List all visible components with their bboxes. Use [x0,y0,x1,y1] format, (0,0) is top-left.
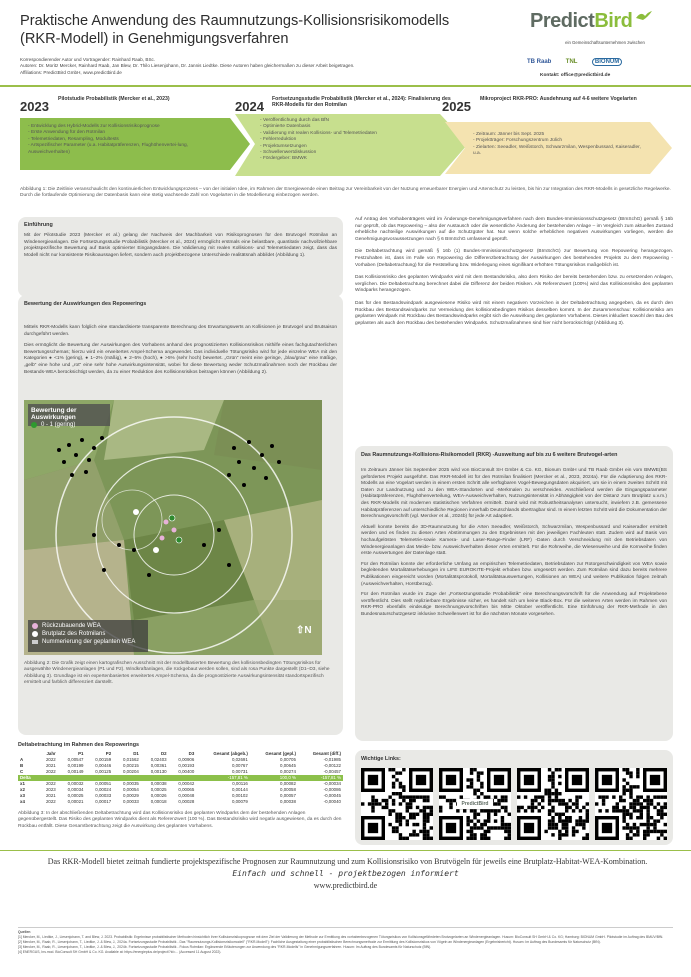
table-cell: 0,00032 [67,781,84,786]
timeline-item: - Entwicklung des Hybrid-Modells zur Kollisionsrisikoprognose [28,124,160,129]
repowering-text [355,217,673,327]
partner-logo: TNL [565,59,578,65]
footer-statement: Das RKR-Modell bietet zeitnah fundierte projektspezifische Prognosen zur Raumnutzung und zum Kollisionsrisiko von Brutvögeln für jeweils eine Brutplatz-Habitat-WEA-Kombination. [47,857,648,866]
poster-title: Praktische Anwendung des Raumnutzungs-Kollisionsrisikomodells (RKR-Modell) in Genehmigungsverfahren [20,13,450,47]
map-title: Bewertung der Auswirkungen [31,407,77,421]
timeline-list [20,118,230,162]
table-cell: 0,00193 [178,763,195,768]
timeline-item: - Projektumsetzungen [260,143,307,149]
partner-logos [527,50,667,68]
table-cell: 0,00204 [123,769,139,774]
timeline-item: - Fördergeber: BMWK [260,156,307,162]
table-cell: 0,00731 [231,769,248,774]
table-cell: 0,00215 [123,763,139,768]
timeline-list [465,126,655,164]
timeline-item: - Schwellenwertdiskussion [260,150,317,156]
legend-item: Rückzubauende WEA [32,622,144,630]
table-cell: 2023 [45,787,56,792]
timeline-item: - Zeitraum: Jänner bis Sept. 2025 [473,132,545,137]
table-cell: 0,00149 [67,769,84,774]
predictbird-logo: PredictBird [530,10,660,40]
table-cell: -0,00040 [323,799,341,804]
table-cell: B [20,763,24,768]
table-cell: 0,00906 [178,757,195,762]
rkr-paragraph: Für den Rotmilan konnte der erforderliche Umfang an empirischen Telemetriedaten, Betriebsdaten zur Rotorgeschwindigkeit von WEA sowie begleitenden Mortalitätserhebungen im LIFE EUROKITE-Projekt erhoben bzw. umgesetzt werden. Zum Rotmilan sind dazu bereits mehrere Publikationen eingereicht worden (Mortalitätsprotokoll, Mortalitätsauswertungen, Kollisionen an WEA) und weitere Publikation folgen zeitnah (Ausweichverhalten, Horstbezug). [361,561,667,587]
footer-url[interactable]: www.predictbird.de [313,881,378,890]
table-cell: 0,02691 [231,757,248,762]
reference-item: [1] Mercker, M., Liedtke, J., Liesenjohann, T. and Blew, J. 2023. Probabilistik: Ergebnisse probabilistischer Methoden hinsichtlich ihrer Kollisionsrisikoprognose mit dem Ziel der Validierung der Methode zur Ermittlung des vorhabenbezogenen Tötungsrisikos von Kollisionsgefährdeten Brutvogelarten an Windenergieanlagen. Husum: BioConsult SH GmbH & Co. KG; Hamburg: BIONUM GmbH. Pilotstudie im Auftrag des BMUV/BfN. [18,935,664,939]
table-cell: 0,00033 [95,793,112,798]
contact-line: Kontakt: office@predictbird.de [540,73,611,78]
timeline-year: 2023 [20,99,49,114]
table-cell: x2 [20,787,25,792]
table-cell: 0,00400 [178,769,195,774]
table-cell: 0,00025 [150,787,167,792]
table-cell: 100,0 % [250,775,298,781]
table-cell: 0,00116 [232,781,248,786]
table-cell: 0,00018 [150,799,167,804]
partner-logo: BIONUM [592,58,622,66]
reference-item: [3] Mercker, M., Raab, R., Liesenjohann, T., Liedtke, J. & Blew, J., 2024b. Fortsetzungsstudie Probabilistik - Fokus Rotmilan: Ergänzende Erläuterungen zur Anwendung des "RKR-Modells" in Genehmigungsverfahren. Husum: Im Auftrag des Bundesamts für Naturschutz (BfN). [18,945,432,949]
timeline-year: 2025 [442,99,471,114]
qr-codes [361,768,667,840]
assessment-map [24,400,322,655]
bird-icon [635,10,653,22]
timeline-list [252,112,442,169]
pink-dot-icon [32,623,38,629]
bewertung-panel [18,295,343,735]
table-cell: 0,00042 [178,781,195,786]
table-cell: 0,00033 [123,799,139,804]
white-dot-icon [32,631,38,637]
table-cell: 0,00029 [123,793,139,798]
timeline-heading: Fortsetzungsstudie Probabilistik (Mercker et al., 2024): Finalisierung des RKR-Modells für den Rotmilan [272,96,451,109]
map-background [24,400,322,655]
timeline-year: 2024 [235,99,264,114]
table-cell: 0,00051 [95,781,112,786]
table-cell: 0,00082 [280,781,296,786]
table-header-row: Jahr P1 P2 D1 D2 D3 Gesamt (abgeb.) Gesamt (gepl.) Gesamt (diff.) [46,751,341,756]
qr-code[interactable] [361,768,433,840]
qr-code[interactable] [517,768,589,840]
footer-rule [0,850,691,851]
figure-1-caption: Abbildung 1: Die Zeitlinie veranschaulicht den kontinuierlichen Entwicklungsprozess – von der initialen Idee, im Rahmen der Energiewende einen Beitrag zur Vereinbarkeit von der Nutzung erneuerbarer Energien und Artenschutz zu leisten, bis hin zur Integration des RKR-Modells in gesetzliche Regelwerke. Durch die fortlaufende Optimierung der Datenbasis kann eine stetig wachsende Zahl von Vogelarten in die Modellierung einbezogen werden. [20,187,671,199]
bewertung-heading: Bewertung der Auswirkungen des Repowerings [24,301,147,307]
header-divider [0,85,691,87]
rkr-paragraph: Aktuell konnte bereits die 3D-Raumnutzung für die Arten Seeadler, Weißstorch, Schwarzmilan, Wespenbussard und Kaiseradler ermittelt werden und es finden zu diesen Arten Abstimmungen zu den Ergebnissen mit den jeweiligen Fachleuten statt. Zudem wird auf Basis von hochaufgelösten Telemetrie-sowie Kamera- und Laser-Range-Finder (LRF) -Daten durch Verschneidung mit den Betriebsdaten von Windenergieanlagen das Meide- bzw. Ausweichverhalten dieser Arten ermittelt. Für die Rohrweihe, die Wiesenweihe und die Kornweihe finden erste Auswertungen der Datenlage statt. [361,524,667,557]
table-cell: C [20,769,24,774]
partner-logo: TB Raab [527,59,552,65]
intro-text: Mit der Pilotstudie 2023 (Mercker et al.) gelang der Nachweis der Machbarkeit von Risikoprognosen für den Brutvogel Rotmilan an Windenergieanlagen. Die Fortsetzungsstudie Probabilistik (Mercker et al., 2024) ermöglicht erstmals eine belastbare, quantitativ nachvollziehbare projektspezifische Bewertung auf Basis optimierter Eingangsdaten. Die Validierung mit realen Kollisions- und Telemetriedaten zeigt, dass das Modell nicht nur konsistente Risikoaussagen liefert, sondern auch projektbezogene Unterschiede realitätsnah abbildet (Abbildung 1). [24,233,337,258]
timeline-item: - Veröffentlichung durch das BfN [260,118,329,123]
reference-item: [2] Mercker, M., Raab, R., Liesenjohann, T., Liedtke, J. & Blew, J., 2024a. Fortsetzungsstudie Probabilistik - Das "Raumnutzungs-Kollisionsrisikomodell" ("RKR-Modell"): Fachliche Ausgestaltung einer probabilistischen Berechnungsmethode zur Ermittlung des Kollisionsrisikos von Vögeln an Windenergieanlagen (Ergebnisbericht). Husum: Im Auftrag des Bundesamts für Naturschutz (BfN). [18,940,601,944]
table-cell: 0,00767 [231,763,248,768]
footer-slogan: Einfach und schnell - projektbezogen informiert [232,869,459,878]
rkr-paragraph: Im Zeitraum Jänner bis September 2025 wird von BioConsult SH GmbH & Co. KG, Bionum GmbH und TB Raab GmbH ein vom BMWE(BS gefördertes Projekt ausgeführt. Das RKR-Modell ist für den Rotmilan finalisiert (Mercker et al., 2023, 2024a). Für die Adaptierung des RKR-Modells an eine Vogelart werden in einem ersten Schritt alle verfügbaren Vogel-Bewegungsdaten akquiriert, um sie in einem zweiten Schritt mit Daten zur Landnutzung und zu den WEA-Standorten und -Merkmalen zu verschneiden. Anschließend werden die Eingangsparameter (Habitatpräferenzen, Flughöhenverteilung, WEA-Ausweichverhalten, Nutzungsintensität in Abhängigkeit von der Distanz zum Brutplatz u.v.m.) des RKR-Modells mit modernen statistischen Verfahren ermittelt. Damit wird mit Robustheitsanalysen untersucht, inwiefern z.B. gemessene Habitatpräferenzen auf unterschiedliche Regionen innerhalb Deutschlands übertragbar sind. In einem letzten Schritt wird die Dokumentation der Berechnungsvorschrift (vgl. Mercker et al., 2024b) für jede Art adaptiert. [361,468,667,520]
table-cell: 2021 [45,763,56,768]
timeline-heading: Pilotstudie Probabilistik (Mercker et al., 2023) [58,96,170,102]
links-heading: Wichtige Links: [361,756,401,762]
right-paragraph: Das für den Bestandswindpark ausgewiesene Risiko wird mit einem negativen Vorzeichen in der Deltabetrachtung angegeben, da es durch den Rückbau des Bestandswindparks zur Vermeidung des kollisionsbedingten Risikos desselben kommt. In der Zusammenschau: Kollisionsrisiko am geplanten Windpark mit Rückbau des Bestandswindparks ergibt sich die Auswirkung des geplanten Vorhabens. Dieses inkludiert sowohl den Bau des geplanten als auch den Rückbau des bestehenden Windparks. Schutzmaßnahmen sind hier nicht berücksichtigt (Abbildung 3). [355,300,673,326]
table-cell: 0,00274 [280,769,296,774]
table-cell: -0,00457 [323,769,341,774]
timeline-item: - Telemetriedaten, Resampling, Modultests [28,136,119,142]
table-cell: -0,00045 [323,793,341,798]
references [18,927,673,955]
north-arrow-icon: ⇧N [296,625,312,636]
table-cell: -0,00122 [323,763,341,768]
table-cell: 0,00130 [150,769,167,774]
table-cell: A [20,757,24,762]
timeline-item: - Projektträger: Forschungszentrum Jülich [473,138,563,144]
table-cell: 0,00159 [95,757,112,762]
timeline-heading: Mikroproject RKR-PRO: Ausdehnung auf 4-6 weitere Vogelarten [480,96,637,102]
table-cell: -0,00086 [323,787,341,792]
table-cell: x1 [20,781,25,786]
author-line: Autoren: Dr. Moritz Mercker, Rainhard Raab, Jan Blew, Dr. Thilo Liesenjohann, Dr. Jannis Liedtke. Diese Autoren haben gleichermaßen zu dieser Arbeit beigetragen. [20,63,355,69]
table-cell: 2022 [45,769,56,774]
table-cell: -157,81 % [196,775,250,781]
map-legend-bottom [28,620,148,652]
table-cell: 2022 [45,799,56,804]
authors-block [20,57,460,76]
rkr-paragraph: Für den Rotmilan wurde im Zuge der „Fortsetzungsstudie Probabilistik" eine Berechnungsvorschrift für die Anwendung auf Projektebene veröffentlicht. Dies stellt replizierbare Ergebnisse sicher, es handelt sich um keine Black-Box. Für die weiteren Arten werden im Rahmen von RKR-PRO ebenfalls eindeutige Berechnungsvorschriften bis Mitte Oktober veröffentlicht. Eine Einführung der RKR-Methode in den Bundesnaturschutzgesetz inklusive Schwellenwert ist für die nächsten Monate vorgesehen. [361,592,667,617]
figure-2-caption: Abbildung 2: Die Grafik zeigt einen kartografischen Ausschnitt mit der modellbasierten Bewertung des kollisionsbedingten Tötungsrisikos für ausgewählte Windenergieanlagen (P1 und P2). Windkraftanlagen, die rückgebaut werden sollen, sind als rosa Punkte dargestellt (D1–D3, siehe Abbildung 3). Grundlage ist ein expertenbasiertes erweitertes Ampel-Schema, da die prognostizierte Auswirkungsintensität standortspezifisch ermittelt und farblich differenziert darstellt. [24,661,330,686]
table-cell: 0,00024 [95,787,112,792]
table-cell: 2022 [45,757,56,762]
table-cell: 0,00446 [95,763,112,768]
delta-section [18,742,343,830]
table-cell: 0,00038 [280,799,296,804]
timeline-item: - Validierung mit realen Kollisions- und Telemetriedaten [260,130,377,136]
table-cell: 0,00028 [178,799,195,804]
map-legend-top [28,404,110,426]
timeline-item: - Zielarten: Seeadler, Weißstorch, Schwarzmilan, Wespenbussard, Kaiseradler, u.a. [473,144,641,157]
timeline-item: - Artspezifischer Parameter (u.a. Habitatpräferenzen, Flughöhenvertei-lung, Ausweichverhalten) [28,143,188,155]
table-cell: 0,00034 [67,787,84,792]
table-cell: 0,00021 [67,799,84,804]
legend-item: Brutplatz des Rotmilans [32,630,144,638]
reference-item: [4] ENERGUS, Ins.mod. BioConsult SH GmbH & Co. KG. Available at: https://energieplus.de/project/?id=... (Accessed 11 August 2022). [18,950,222,954]
table-cell: 0,00026 [150,793,167,798]
right-paragraph: Die Deltabetrachtung wird gemäß § 16b (1) Bundes-Immissionsschutzgesetz (BImSchG) zur Bewertung von Repowering herangezogen. Festzuhalten ist, dass im Falle von Repowering die Differenzbetrachtung der Auswirkungen des bestehenden Projekts zu dem Repowering - Vorhaben (Deltabetrachtung) für die Feststellung bzw. Widerlegung eines signifikant erhöhten Tötungsrisikos maßgeblich ist. [355,249,673,268]
table-cell: x4 [20,799,25,804]
table-cell: 0,00144 [231,787,248,792]
table-cell: 0,00025 [67,793,84,798]
figure-3-caption: Abbildung 3: In der abschließenden Deltabetrachtung wird das Kollisionsrisiko des geplanten Windparks dem der bestehenden Anlagen gegenübergestellt. Das Risiko des geplanten Windparks dient als Referenzwert (100 %). Das Bestandsrisiko wird negativ ausgewiesen, da es durch den Rückbau entfällt. Diese Gesamtbetrachtung zeigt die Auswirkung des geplanten Vorhabens. [18,811,342,829]
author-line: Affiliations: PredictBird GmbH, www.predictbird.de [20,69,122,75]
qr-code[interactable] [595,768,667,840]
table-cell: 0,00058 [280,787,296,792]
table-cell: 0,00705 [280,757,296,762]
logo-subtitle: ein Gemeinschaftsunternehmen zwischen [565,40,645,45]
right-paragraph: Auf Antrag des Vorhabenträgers wird im Änderungs-Genehmigungsverfahren nach dem Bundes-Immissionsschutzgesetz (BImSchG) gemäß § 16b nur geprüft, ob das Repowering – also der Austausch oder die wesentliche Änderung der bestehenden Anlage – im Vergleich zum aktuellen Zustand erhebliche nachteilige Auswirkungen auf die Schutzgüter hat. Nur wenn solche erheblichen negativen Auswirkungen vorliegen, werden die Genehmigungsvoraussetzungen nach § 6 BImSchG umfassend geprüft. [355,217,673,242]
table-cell: 0,00057 [280,793,296,798]
links-panel [355,750,673,845]
bewertung-text-1: Mittels RKR-Modells kann folglich eine standardisierte transparente Berechnung des Erwartungswerts an Kollisionen je Brutvogel und Brutsaison durchgeführt werden. [24,325,337,337]
table-cell: 0,00102 [231,793,248,798]
qr-center-logo: PredictBird [457,799,493,809]
intro-heading: Einführung [24,222,53,228]
rkr-extension-panel [355,446,673,741]
right-paragraph: Das Kollisionsrisiko des geplanten Windparks wird mit dem Bestandsrisiko, also dem Risiko der bereits bestehenden bzw. zu ersetzenden Anlagen, verglichen. Die Deltabetrachtung berechnet dabei die Differenz der beiden Risiken. Als Referenzwert (100%) wird das Kollisionsrisiko des geplanten Windparks herangezogen. [355,275,673,294]
table-cell: 2021 [45,793,56,798]
table-cell: 0,00125 [95,769,112,774]
table-cell: 0,00361 [150,763,167,768]
rkr-extension-heading: Das Raumnutzungs-Kollisions-Risikomodell (RKR) -Ausweitung auf bis zu 6 weitere Brutvogel-arten [361,452,618,458]
timeline-item: - Optimierte Datenbasis [260,124,311,130]
table-cell: 0,00038 [150,781,167,786]
table-cell: -0,00034 [323,781,341,786]
table-cell: 0,00017 [95,799,112,804]
table-cell: 0,02403 [150,757,167,762]
intro-panel [18,217,343,297]
green-dot-icon [31,422,37,428]
table-cell: 0,00035 [123,781,139,786]
legend-low: 0 - 1 (gering) [31,421,107,429]
references-heading: Quellen [18,930,31,934]
bewertung-text-2: Dies ermöglicht die Bewertung der Auswirkungen des Vorhabens anhand des prognostizierten Kollisionsrisikos mithilfe eines fachgutachterlichen Bewertungsschemas; hierzu wird ein erweitertes Ampel-Schema angewendet. Das individuelle Tötungsrisiko wird für jede einzelne WEA mit den Kategorien ● <1% (gering), ● 1–2% (mäßig), ● 2–5% (hoch), ● >5% (sehr hoch) bewertet. „Grün" meint eine geringe, „blau/grau" eine mäßige, „gelb" eine hohe und „rot" eine sehr hohe Auswirkungsintensität, wobei für diese Bewertung weder Schutzmaßnahmen noch der Rückbau der Bestands-WEA berücksichtigt werden, da zu einer Reduktion des Kollisionsrisikos beitragen können (Abbildung 2). [24,343,337,375]
table-cell: 0,00645 [280,763,296,768]
table-cell: -157,81 % [298,775,343,781]
qr-code[interactable] [439,768,511,840]
author-line: Korrespondierender Autor und Vortragender: Rainhard Raab, BSc. [20,57,156,62]
delta-heading: Deltabetrachtung im Rahmen des Repowerings [18,742,140,748]
table-cell: 0,00054 [123,787,139,792]
table-cell: Delta [18,775,39,781]
legend-item: Nummerierung der geplanten WEA [32,638,144,646]
table-cell: 0,00547 [67,757,84,762]
table-cell: 0,01562 [123,757,139,762]
table-cell: 0,00199 [67,763,84,768]
table-cell: x3 [20,793,25,798]
timeline [20,92,675,182]
table-row [18,799,343,805]
timeline-item: - Erste Anwendung für den Rotmilan [28,130,106,136]
table-cell: -0,01985 [323,757,341,762]
label-icon [32,640,38,644]
timeline-item: - Fehlerreduktion [260,137,297,143]
table-cell: 0,00079 [231,799,248,804]
table-cell: 2022 [45,781,56,786]
table-cell: 0,00048 [178,793,195,798]
delta-table [18,751,343,805]
table-cell: 0,00065 [178,787,195,792]
